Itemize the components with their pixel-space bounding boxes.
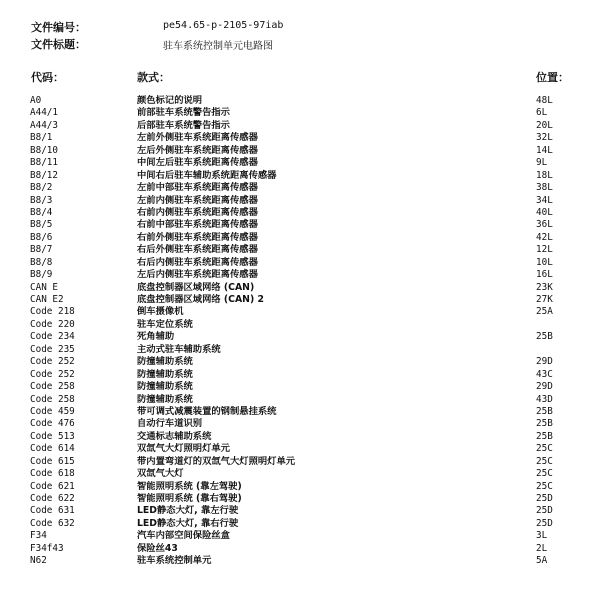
component-description: 后部驻车系统警告指示 xyxy=(137,119,230,131)
table-row xyxy=(0,232,604,244)
column-header-model: 款式： xyxy=(137,71,170,84)
component-description: 中间左后驻车系统距离传感器 xyxy=(137,157,258,169)
table-row xyxy=(0,394,604,406)
component-description: 右后内侧驻车系统距离传感器 xyxy=(137,256,258,268)
component-description: 颜色标记的说明 xyxy=(137,95,203,106)
component-code: Code 234 xyxy=(30,331,75,343)
component-position: 18L xyxy=(536,169,553,181)
component-description: 带内置弯道灯的双氙气大灯照明灯单元 xyxy=(137,455,296,467)
component-description: 左前中部驻车系统距离传感器 xyxy=(137,182,258,194)
component-code: B8/8 xyxy=(30,256,53,268)
component-position: 25C xyxy=(536,480,553,492)
column-header-position: 位置： xyxy=(536,71,569,84)
component-description: 左前内侧驻车系统距离传感器 xyxy=(137,194,258,206)
table-row xyxy=(0,555,604,567)
table-row xyxy=(0,344,604,356)
component-code: Code 218 xyxy=(30,306,75,318)
component-code: B8/3 xyxy=(30,194,53,206)
table-row xyxy=(0,195,604,207)
component-code: Code 252 xyxy=(30,356,75,368)
component-position: 25D xyxy=(536,493,553,504)
component-position: 25A xyxy=(536,306,553,318)
component-description: 倒车摄像机 xyxy=(137,306,184,318)
component-description: 汽车内部空间保险丝盒 xyxy=(137,530,230,542)
component-code: Code 235 xyxy=(30,343,75,355)
component-position: 20L xyxy=(536,119,553,131)
component-description: 驻车系统控制单元 xyxy=(137,555,212,567)
component-code: B8/7 xyxy=(30,244,53,256)
component-description: 左前外侧驻车系统距离传感器 xyxy=(137,132,258,144)
component-code: F34f43 xyxy=(30,542,64,554)
component-code: Code 614 xyxy=(30,443,75,455)
table-row xyxy=(0,443,604,455)
table-row xyxy=(0,219,604,231)
component-code: Code 632 xyxy=(30,517,75,529)
table-row xyxy=(0,431,604,443)
component-code: Code 622 xyxy=(30,493,75,504)
component-position: 12L xyxy=(536,244,553,256)
table-row xyxy=(0,543,604,555)
component-position: 25B xyxy=(536,331,553,343)
component-position: 23K xyxy=(536,281,553,293)
table-row xyxy=(0,207,604,219)
component-description: 死角辅助 xyxy=(137,331,175,343)
component-position: 16L xyxy=(536,269,553,281)
component-position: 48L xyxy=(536,95,553,106)
component-code: Code 476 xyxy=(30,418,75,430)
table-row xyxy=(0,95,604,107)
component-position: 25C xyxy=(536,455,553,467)
component-code: B8/2 xyxy=(30,182,53,194)
component-position: 25C xyxy=(536,468,553,480)
component-table xyxy=(0,95,604,568)
component-description: 右后外侧驻车系统距离传感器 xyxy=(137,244,258,256)
component-description: 交通标志辅助系统 xyxy=(137,430,212,442)
component-position: 38L xyxy=(536,182,553,194)
component-description: 防撞辅助系统 xyxy=(137,381,193,393)
table-row xyxy=(0,406,604,418)
doc-title-label: 文件标题： xyxy=(31,38,86,51)
table-row xyxy=(0,319,604,331)
component-code: Code 258 xyxy=(30,393,75,405)
component-position: 25C xyxy=(536,443,553,455)
component-code: B8/10 xyxy=(30,144,58,156)
component-description: LED静态大灯, 靠右行驶 xyxy=(137,517,239,529)
table-row xyxy=(0,530,604,542)
component-position: 40L xyxy=(536,206,553,218)
component-code: F34 xyxy=(30,530,47,542)
component-description: 智能照明系统 (靠右驾驶) xyxy=(137,493,242,504)
component-position: 42L xyxy=(536,231,553,243)
table-row xyxy=(0,257,604,269)
table-row xyxy=(0,107,604,119)
table-row xyxy=(0,282,604,294)
component-description: 中间右后驻车辅助系统距离传感器 xyxy=(137,169,277,181)
component-description: 双氙气大灯照明灯单元 xyxy=(137,443,230,455)
component-position: 10L xyxy=(536,256,553,268)
component-description: 自动行车道识别 xyxy=(137,418,203,430)
component-code: A44/1 xyxy=(30,107,58,119)
component-code: Code 621 xyxy=(30,480,75,492)
component-code: CAN E xyxy=(30,281,58,293)
component-code: B8/9 xyxy=(30,269,53,281)
table-row xyxy=(0,518,604,530)
component-description: 左后内侧驻车系统距离传感器 xyxy=(137,269,258,281)
component-position: 3L xyxy=(536,530,548,542)
table-row xyxy=(0,369,604,381)
component-description: 底盘控制器区域网络 (CAN) xyxy=(137,281,255,293)
component-position: 36L xyxy=(536,219,553,231)
component-description: 前部驻车系统警告指示 xyxy=(137,107,230,119)
component-code: Code 220 xyxy=(30,318,75,330)
table-row xyxy=(0,120,604,132)
component-code: B8/5 xyxy=(30,219,53,231)
component-position: 25D xyxy=(536,505,553,517)
component-position: 6L xyxy=(536,107,548,119)
column-header-code: 代码： xyxy=(31,71,64,84)
table-row xyxy=(0,182,604,194)
table-row xyxy=(0,493,604,505)
component-code: Code 252 xyxy=(30,368,75,380)
component-description: 双氙气大灯 xyxy=(137,468,184,480)
component-code: Code 618 xyxy=(30,468,75,480)
table-row xyxy=(0,157,604,169)
table-row xyxy=(0,269,604,281)
component-description: 右前内侧驻车系统距离传感器 xyxy=(137,206,258,218)
table-row xyxy=(0,132,604,144)
component-code: B8/11 xyxy=(30,157,58,169)
component-description: 右前外侧驻车系统距离传感器 xyxy=(137,231,258,243)
component-position: 5A xyxy=(536,555,548,567)
component-position: 25D xyxy=(536,517,553,529)
table-row xyxy=(0,244,604,256)
component-code: B8/4 xyxy=(30,206,53,218)
component-code: N62 xyxy=(30,555,47,567)
table-row xyxy=(0,294,604,306)
component-code: A0 xyxy=(30,95,42,106)
component-description: 右前中部驻车系统距离传感器 xyxy=(137,219,258,231)
component-description: 主动式驻车辅助系统 xyxy=(137,343,221,355)
component-code: B8/6 xyxy=(30,231,53,243)
component-position: 25B xyxy=(536,430,553,442)
component-position: 29D xyxy=(536,356,553,368)
table-row xyxy=(0,418,604,430)
component-description: 防撞辅助系统 xyxy=(137,393,193,405)
component-position: 29D xyxy=(536,381,553,393)
table-row xyxy=(0,331,604,343)
component-position: 25B xyxy=(536,405,553,417)
component-code: CAN E2 xyxy=(30,294,64,305)
component-position: 43D xyxy=(536,393,553,405)
doc-number-label: 文件编号： xyxy=(31,21,86,34)
component-description: LED静态大灯, 靠左行驶 xyxy=(137,505,239,517)
component-code: Code 631 xyxy=(30,505,75,517)
component-code: Code 258 xyxy=(30,381,75,393)
component-code: B8/12 xyxy=(30,169,58,181)
component-position: 43C xyxy=(536,368,553,380)
component-position: 32L xyxy=(536,132,553,144)
table-row xyxy=(0,468,604,480)
component-description: 底盘控制器区域网络 (CAN) 2 xyxy=(137,294,264,305)
doc-number-value: pe54.65-p-2105-97iab xyxy=(163,20,284,31)
component-position: 25B xyxy=(536,418,553,430)
component-description: 防撞辅助系统 xyxy=(137,356,193,368)
component-position: 27K xyxy=(536,294,553,305)
component-description: 保险丝43 xyxy=(137,542,178,554)
component-description: 左后外侧驻车系统距离传感器 xyxy=(137,144,258,156)
table-row xyxy=(0,481,604,493)
component-description: 带可调式减震装置的钢制悬挂系统 xyxy=(137,405,277,417)
component-code: Code 513 xyxy=(30,430,75,442)
component-position: 2L xyxy=(536,542,548,554)
table-row xyxy=(0,505,604,517)
component-code: B8/1 xyxy=(30,132,53,144)
doc-title-value: 驻车系统控制单元电路图 xyxy=(163,41,273,52)
table-row xyxy=(0,356,604,368)
component-description: 智能照明系统 (靠左驾驶) xyxy=(137,480,242,492)
component-code: A44/3 xyxy=(30,119,58,131)
table-row xyxy=(0,456,604,468)
table-row xyxy=(0,381,604,393)
component-position: 9L xyxy=(536,157,548,169)
component-description: 防撞辅助系统 xyxy=(137,368,193,380)
component-code: Code 459 xyxy=(30,405,75,417)
component-description: 驻车定位系统 xyxy=(137,318,193,330)
component-position: 34L xyxy=(536,194,553,206)
table-row xyxy=(0,170,604,182)
table-row xyxy=(0,306,604,318)
component-position: 14L xyxy=(536,144,553,156)
table-row xyxy=(0,145,604,157)
component-code: Code 615 xyxy=(30,455,75,467)
